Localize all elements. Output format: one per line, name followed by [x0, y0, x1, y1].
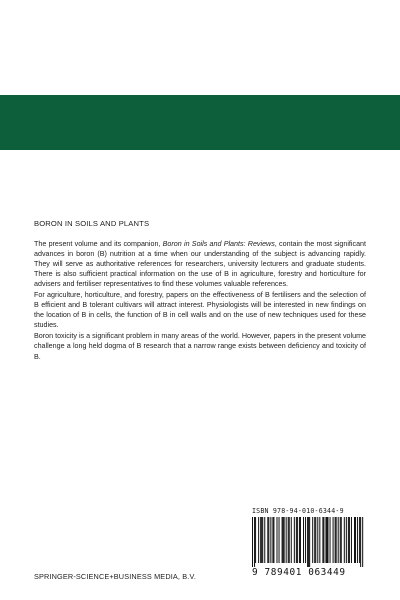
barcode-bar: [349, 517, 350, 563]
companion-volume-title: Boron in Soils and Plants: Reviews: [162, 240, 275, 248]
barcode-bar: [327, 517, 328, 563]
isbn-label: ISBN 978-94-010-6344-9: [252, 507, 344, 515]
barcode-bar: [258, 517, 259, 563]
barcode-number: 9 789401 063449: [252, 567, 346, 578]
barcode-block: [250, 507, 366, 578]
publisher-name: SPRINGER-SCIENCE+BUSINESS MEDIA, B.V.: [34, 572, 197, 581]
barcode-bar: [354, 517, 355, 563]
barcode-bar: [305, 517, 306, 563]
barcode-bar: [360, 517, 361, 567]
barcode-bar: [261, 517, 262, 563]
barcode-bar: [355, 517, 356, 563]
barcode-bar: [326, 517, 327, 563]
barcode-bar: [254, 517, 255, 567]
barcode-bar: [296, 517, 297, 563]
barcode-bar: [307, 517, 308, 567]
barcode-bar: [341, 517, 342, 563]
barcode-bar: [340, 517, 341, 563]
barcode-bar: [272, 517, 273, 563]
barcode-bar: [308, 517, 309, 567]
barcode-bar: [303, 517, 304, 563]
book-title: BORON IN SOILS AND PLANTS: [34, 219, 150, 228]
barcode-bar: [335, 517, 336, 563]
barcode-bar: [288, 517, 289, 563]
barcode-bar: [362, 517, 363, 567]
green-cover-band: [0, 95, 400, 150]
paragraph-1-lead: The present volume and its companion,: [34, 240, 163, 248]
barcode-bar: [323, 517, 324, 563]
barcode-bar: [260, 517, 261, 563]
barcode-bar: [264, 517, 265, 563]
barcode-bar: [289, 517, 290, 563]
barcode-bar: [338, 517, 339, 563]
blurb-text: [34, 239, 366, 362]
barcode-bar: [297, 517, 298, 563]
barcode-bar: [294, 517, 295, 563]
barcode-bar: [314, 517, 315, 563]
barcode-bar: [319, 517, 320, 563]
barcode-bar: [284, 517, 285, 563]
barcode-bar: [291, 517, 292, 563]
barcode-bar: [348, 517, 349, 563]
barcode-bar: [351, 517, 352, 563]
barcode-bar: [322, 517, 323, 563]
barcode-bar: [282, 517, 283, 563]
barcode: [250, 517, 366, 567]
barcode-bar: [268, 517, 269, 563]
barcode-bar: [255, 517, 256, 563]
barcode-bar: [359, 517, 360, 563]
barcode-bar: [286, 517, 287, 563]
barcode-bar: [252, 517, 253, 567]
barcode-bar: [330, 517, 331, 563]
barcode-bar: [344, 517, 345, 563]
blurb-paragraph-1: [34, 239, 366, 289]
barcode-bar: [325, 517, 326, 563]
barcode-bar: [346, 517, 347, 563]
blurb-paragraph-3: Boron toxicity is a significant problem in many areas of the world. However, papers in the present volume challenge a long held dogma of B research that a narrow range exists between deficiency and toxicity of B.: [34, 332, 366, 361]
barcode-bar: [273, 517, 274, 563]
barcode-bar: [315, 517, 316, 563]
barcode-bar: [333, 517, 334, 563]
barcode-bar: [267, 517, 268, 563]
barcode-bar: [270, 517, 271, 563]
barcode-bar: [309, 517, 310, 567]
barcode-bar: [262, 517, 263, 563]
barcode-bar: [357, 517, 358, 563]
barcode-bar: [336, 517, 337, 563]
barcode-bar: [279, 517, 280, 563]
barcode-bar: [300, 517, 301, 563]
barcode-bar: [299, 517, 300, 563]
paragraph-1-rest: , contain the most significant advances in boron (B) nutrition at a time when our understanding of the subject is advancing rapidly. They will serve as authoritative references for researchers, university lecturers and graduate students. There is also sufficient practical information on the use of B in agriculture, forestry and horticulture for advisers and fertiliser representatives to find these volumes valuable references.: [34, 240, 366, 289]
blurb-paragraph-2: For agriculture, horticulture, and forestry, papers on the effectiveness of B fertilisers and the selection of B efficient and B tolerant cultivars will attract interest. Physiologists will be interested in new findings on the location of B in cells, the function of B in cell walls and on the use of new techniques used for these studies.: [34, 291, 366, 330]
barcode-bar: [312, 517, 313, 563]
barcode-bar: [317, 517, 318, 563]
barcode-bar: [276, 517, 277, 563]
barcode-bar: [283, 517, 284, 563]
